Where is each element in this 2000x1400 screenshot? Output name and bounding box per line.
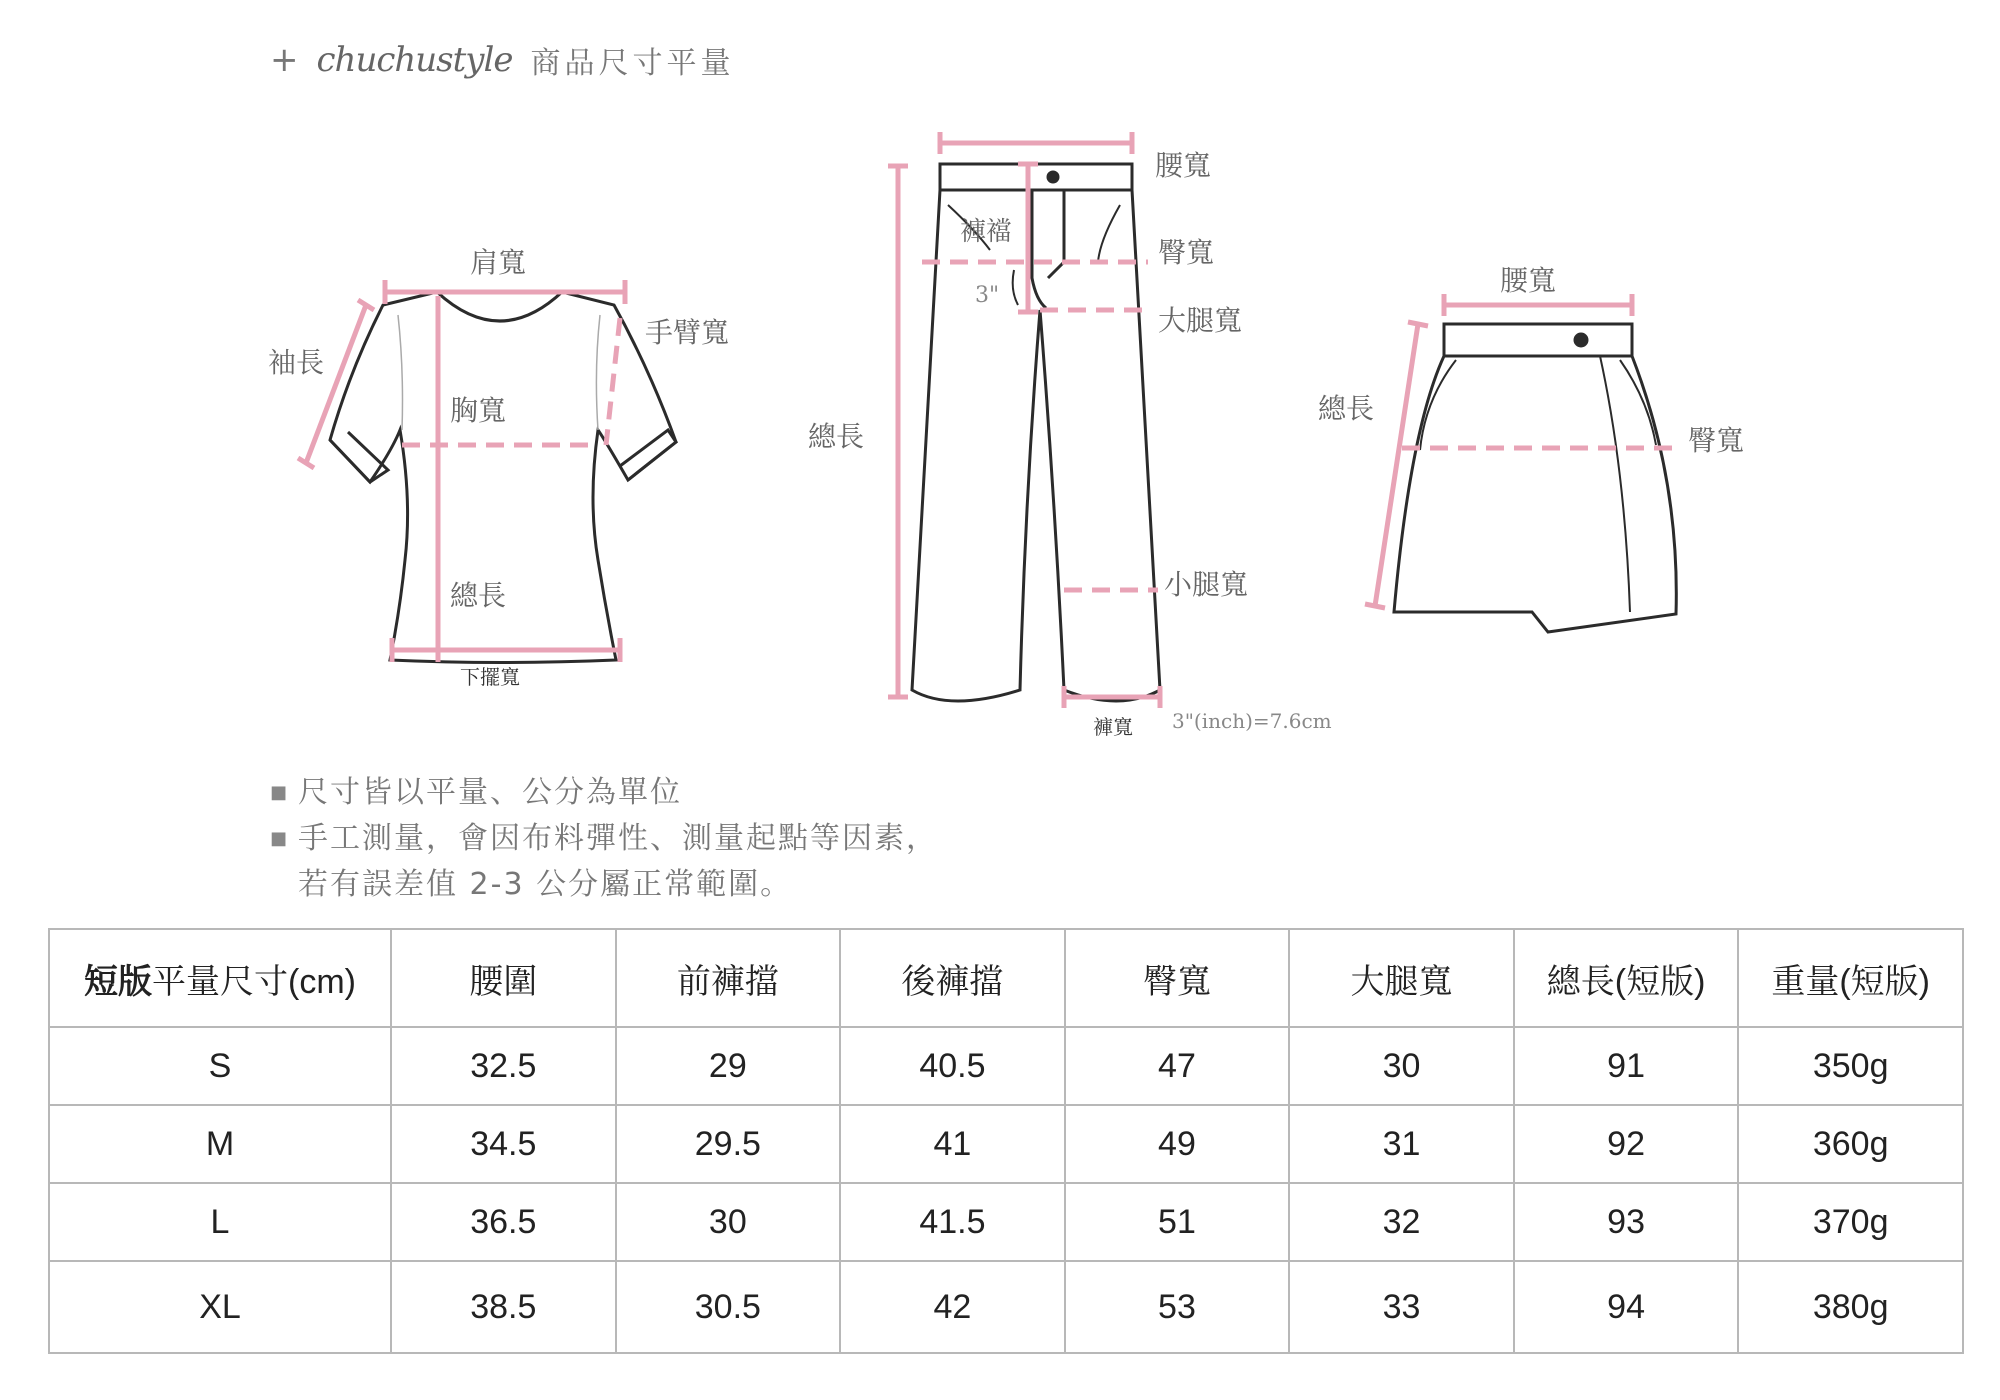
table-cell: 94 xyxy=(1514,1261,1739,1353)
table-header-back-rise: 後褲擋 xyxy=(840,929,1065,1027)
table-row xyxy=(49,1183,1963,1261)
skirt-length-label: 總長 xyxy=(1318,392,1375,425)
table-header-length: 總長(短版) xyxy=(1514,929,1739,1027)
table-cell: 36.5 xyxy=(391,1183,616,1261)
table-cell: 380g xyxy=(1738,1261,1963,1353)
table-cell: 29.5 xyxy=(616,1105,841,1183)
pants-thigh-label: 大腿寬 xyxy=(1158,304,1243,337)
table-cell: 41.5 xyxy=(840,1183,1065,1261)
skirt-hip-label: 臀寬 xyxy=(1688,424,1745,457)
table-cell: 51 xyxy=(1065,1183,1290,1261)
table-cell: 91 xyxy=(1514,1027,1739,1105)
note-text-continued: 若有誤差值 2-3 公分屬正常範圍。 xyxy=(298,867,793,902)
page-subtitle: 商品尺寸平量 xyxy=(530,46,735,81)
table-cell: L xyxy=(49,1183,391,1261)
pants-length-label: 總長 xyxy=(808,420,865,453)
table-cell: 53 xyxy=(1065,1261,1290,1353)
tshirt-length-label: 總長 xyxy=(450,579,507,612)
skirt-illustration xyxy=(1394,324,1676,632)
pants-illustration xyxy=(912,164,1160,701)
table-cell: 41 xyxy=(840,1105,1065,1183)
table-header-row xyxy=(49,929,1963,1027)
table-cell: 360g xyxy=(1738,1105,1963,1183)
table-cell: 30 xyxy=(616,1183,841,1261)
tshirt-chest-label: 胸寬 xyxy=(450,394,507,427)
table-cell: 350g xyxy=(1738,1027,1963,1105)
pants-leg-opening-label: 褲寬 xyxy=(1093,715,1133,739)
table-header-size: 短版平量尺寸(cm) xyxy=(49,929,391,1027)
pants-calf-label: 小腿寬 xyxy=(1164,568,1249,601)
tshirt-sleeve-label: 袖長 xyxy=(268,346,325,379)
table-cell: 370g xyxy=(1738,1183,1963,1261)
plus-icon: + xyxy=(270,40,299,80)
table-cell: 47 xyxy=(1065,1027,1290,1105)
table-cell: 29 xyxy=(616,1027,841,1105)
tshirt-shoulder-label: 肩寬 xyxy=(470,246,527,279)
table-cell: 32 xyxy=(1289,1183,1514,1261)
note-item xyxy=(270,816,1270,862)
skirt-measure-lines xyxy=(1365,294,1672,608)
table-header-front-rise: 前褲擋 xyxy=(616,929,841,1027)
size-table xyxy=(48,928,1964,1354)
table-cell: 92 xyxy=(1514,1105,1739,1183)
table-cell: 33 xyxy=(1289,1261,1514,1353)
table-header-weight: 重量(短版) xyxy=(1738,929,1963,1027)
table-cell: S xyxy=(49,1027,391,1105)
bullet-icon: ■ xyxy=(270,782,290,803)
table-cell: 93 xyxy=(1514,1183,1739,1261)
table-cell: XL xyxy=(49,1261,391,1353)
bullet-icon: ■ xyxy=(270,828,290,849)
table-cell: 49 xyxy=(1065,1105,1290,1183)
table-header-hip: 臀寬 xyxy=(1065,929,1290,1027)
table-cell: M xyxy=(49,1105,391,1183)
table-cell: 31 xyxy=(1289,1105,1514,1183)
note-text: 手工測量，會因布料彈性、測量起點等因素， xyxy=(298,821,938,856)
table-header-waist: 腰圍 xyxy=(391,929,616,1027)
table-header-thigh: 大腿寬 xyxy=(1289,929,1514,1027)
pants-waist-label: 腰寬 xyxy=(1155,149,1212,182)
table-cell: 30 xyxy=(1289,1027,1514,1105)
tshirt-hem-label: 下擺寬 xyxy=(460,665,520,689)
skirt-waist-label: 腰寬 xyxy=(1500,264,1557,297)
pants-conversion-note: 3"(inch)=7.6cm xyxy=(1172,709,1332,733)
note-text: 尺寸皆以平量、公分為單位 xyxy=(298,775,682,810)
note-item xyxy=(270,770,1270,816)
table-cell: 30.5 xyxy=(616,1261,841,1353)
table-row xyxy=(49,1105,1963,1183)
table-cell: 34.5 xyxy=(391,1105,616,1183)
measurement-notes xyxy=(270,770,1270,908)
pants-three-inch-label: 3" xyxy=(975,283,1000,308)
pants-rise-label: 褲襠 xyxy=(960,217,1013,247)
pants-measure-lines xyxy=(888,132,1160,708)
table-row xyxy=(49,1027,1963,1105)
table-cell: 32.5 xyxy=(391,1027,616,1105)
table-cell: 38.5 xyxy=(391,1261,616,1353)
brand-logo-text: chuchustyle xyxy=(316,40,513,80)
table-row xyxy=(49,1261,1963,1353)
table-cell: 42 xyxy=(840,1261,1065,1353)
tshirt-arm-width-label: 手臂寬 xyxy=(645,316,730,349)
pants-hip-label: 臀寬 xyxy=(1158,236,1215,269)
table-cell: 40.5 xyxy=(840,1027,1065,1105)
